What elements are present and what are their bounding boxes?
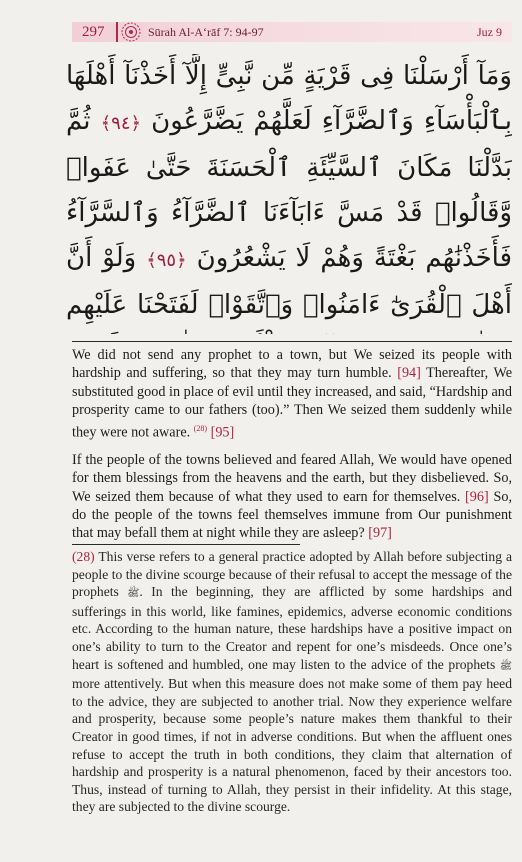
translation-paragraph: If the people of the towns believed and feared Allah, We would have opened for them blessings from the heavens and the earth, but they disbelieved. So, We seized them because of what they used to earn for themselves. [96] So, do the people of the towns feel themselves immune from Our punishment that may befall them at night while they are asleep? [97]: [72, 451, 512, 542]
header-divider: [116, 22, 118, 42]
arabic-text-block: [66, 54, 512, 334]
ayah-end-marker: ﴿٩٤﴾: [100, 113, 142, 134]
juz-label: Juz 9: [477, 25, 502, 39]
verse-number: [95]: [210, 424, 235, 441]
arabic-verse: وَمَآ أَرْسَلْنَا فِى قَرْيَةٍ مِّن نَّبِىٍّ إِلَّآ أَخَذْنَآ أَهْلَهَا بِٱلْبَأْسَآءِ وَٱلضَّرَّآءِ لَعَلَّهُمْ يَضَّرَّعُونَ: [66, 61, 512, 136]
section-divider: [72, 341, 512, 342]
page-header: [72, 18, 512, 44]
surah-reference: Sūrah Al-A‘rāf 7: 94-97: [148, 25, 264, 39]
footnote-divider: [72, 544, 300, 545]
footnote: (28) This verse refers to a general practice adopted by Allah before subjecting a people to the divine scourge because of their refusal to accept the message of the prophets ﷺ. In the beginning, they are afflicted by some hardships and sufferings in this world, like famines, epidemics, adverse economic conditions etc. According to the human nature, these hardships have a positive impact on one’s ability to turn to the Creator and repent for one’s misdeeds. Once one’s heart is softened and humbled, one may listen to the advice of the prophets ﷺ more attentively. But when this measure does not make some of them pay heed to the advice, they are subjected to another trial. Now they experience welfare and prosperity, because some people’s nature makes them thankful to their Creator in good times, if not in adverse conditions. But when the affluent ones refuse to accept the truth in both conditions, they claim that alternation of hardship and prosperity is a natural phenomenon, faced by their ancestors too. Thus, instead of turning to Allah, they persist in their infidelity. At this stage, they are subjected to the divine scourge.: [72, 549, 512, 815]
verse-number: [94]: [397, 365, 421, 382]
translation-paragraph: We did not send any prophet to a town, but We seized its people with hardship and suffering, so that they may turn humble. [94] Thereafter, We substituted good in place of evil until they increased, and said, “Hardship and prosperity came to our fathers (too).” Then We seized them suddenly while they were not aware. $^{(28)}$ [95]: [72, 347, 512, 441]
salutation-glyph: ﷺ: [499, 660, 512, 672]
translation-block: [72, 346, 512, 552]
footnote-number: (28): [72, 549, 95, 564]
verse-number: [97]: [368, 525, 392, 542]
verse-number: [96]: [465, 488, 489, 505]
footnote-reference[interactable]: (28): [193, 423, 208, 433]
arabic-verse: وَلَوْ أَنَّ أَهْلَ ٱلْقُرَىٰٓ ءَامَنُوا۟ وَٱتَّقَوْا۟ لَفَتَحْنَا عَلَيْهِم: [66, 243, 512, 320]
arabic-verse: ثُمَّ بَدَّلْنَا مَكَانَ ٱلسَّيِّئَةِ ٱلْحَسَنَةَ حَتَّىٰ عَفَوا۟ وَّقَالُوا۟ قَدْ مَسَّ ءَابَآءَنَا ٱلضَّرَّآءُ وَٱلسَّرَّآءُ فَأَخَذْنَٰهُم بَغْتَةً وَهُمْ لَا يَشْعُرُونَ: [66, 106, 512, 273]
salutation-glyph: ﷺ: [127, 588, 140, 600]
ornament-star-icon: [120, 21, 142, 43]
page-number: 297: [82, 24, 105, 40]
ayah-end-marker: ﴿٩٥﴾: [146, 250, 187, 271]
